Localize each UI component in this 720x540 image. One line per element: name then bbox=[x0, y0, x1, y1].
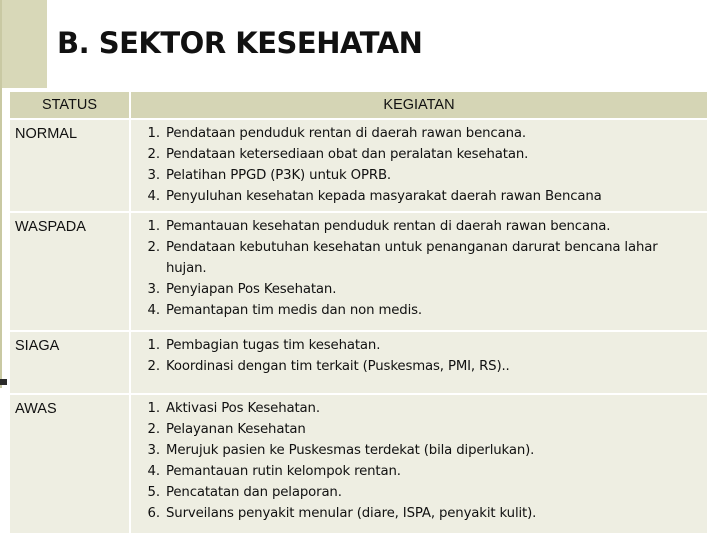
activity-list bbox=[137, 123, 701, 207]
list-item: 1. Pembagian tugas tim kesehatan. bbox=[164, 335, 701, 356]
list-item: 3. Merujuk pasien ke Puskesmas terdekat (bila diperlukan). bbox=[164, 440, 701, 461]
list-item: 1. Aktivasi Pos Kesehatan. bbox=[164, 398, 701, 419]
table-row bbox=[10, 213, 707, 330]
activity-cell bbox=[131, 332, 707, 393]
status-cell-waspada: WASPADA bbox=[10, 213, 129, 330]
column-header-status: STATUS bbox=[10, 92, 129, 118]
column-header-kegiatan: KEGIATAN bbox=[131, 92, 707, 118]
list-item: 6. Surveilans penyakit menular (diare, ISPA, penyakit kulit). bbox=[164, 503, 701, 524]
table-row bbox=[10, 332, 707, 393]
table-header-row bbox=[10, 92, 707, 118]
activity-list bbox=[137, 398, 701, 524]
table-body bbox=[10, 120, 707, 533]
list-item: 2. Pendataan kebutuhan kesehatan untuk penanganan darurat bencana lahar hujan. bbox=[164, 237, 701, 279]
list-item: 3. Penyiapan Pos Kesehatan. bbox=[164, 279, 701, 300]
list-item: 1. Pendataan penduduk rentan di daerah rawan bencana. bbox=[164, 123, 701, 144]
activity-cell bbox=[131, 395, 707, 533]
list-item: 4. Pemantapan tim medis dan non medis. bbox=[164, 300, 701, 321]
table-row bbox=[10, 120, 707, 211]
list-item: 3. Pelatihan PPGD (P3K) untuk OPRB. bbox=[164, 165, 701, 186]
table-row bbox=[10, 395, 707, 533]
activity-cell bbox=[131, 120, 707, 211]
slide-title: B. SEKTOR KESEHATAN bbox=[57, 26, 423, 60]
list-item: 4. Pemantauan rutin kelompok rentan. bbox=[164, 461, 701, 482]
list-item: 2. Koordinasi dengan tim terkait (Puskesmas, PMI, RS).. bbox=[164, 356, 701, 377]
status-activity-table bbox=[8, 90, 709, 535]
status-cell-awas: AWAS bbox=[10, 395, 129, 533]
list-item: 2. Pendataan ketersediaan obat dan peralatan kesehatan. bbox=[164, 144, 701, 165]
decorative-accent-line bbox=[0, 0, 2, 388]
status-cell-siaga: SIAGA bbox=[10, 332, 129, 393]
list-item: 1. Pemantauan kesehatan penduduk rentan di daerah rawan bencana. bbox=[164, 216, 701, 237]
status-cell-normal: NORMAL bbox=[10, 120, 129, 211]
activity-list bbox=[137, 335, 701, 377]
activity-cell bbox=[131, 213, 707, 330]
decorative-accent-mark bbox=[0, 379, 7, 385]
activity-list bbox=[137, 216, 701, 321]
list-item: 2. Pelayanan Kesehatan bbox=[164, 419, 701, 440]
list-item: 4. Penyuluhan kesehatan kepada masyarakat daerah rawan Bencana bbox=[164, 186, 701, 207]
decorative-accent-bar bbox=[0, 0, 47, 88]
list-item: 5. Pencatatan dan pelaporan. bbox=[164, 482, 701, 503]
